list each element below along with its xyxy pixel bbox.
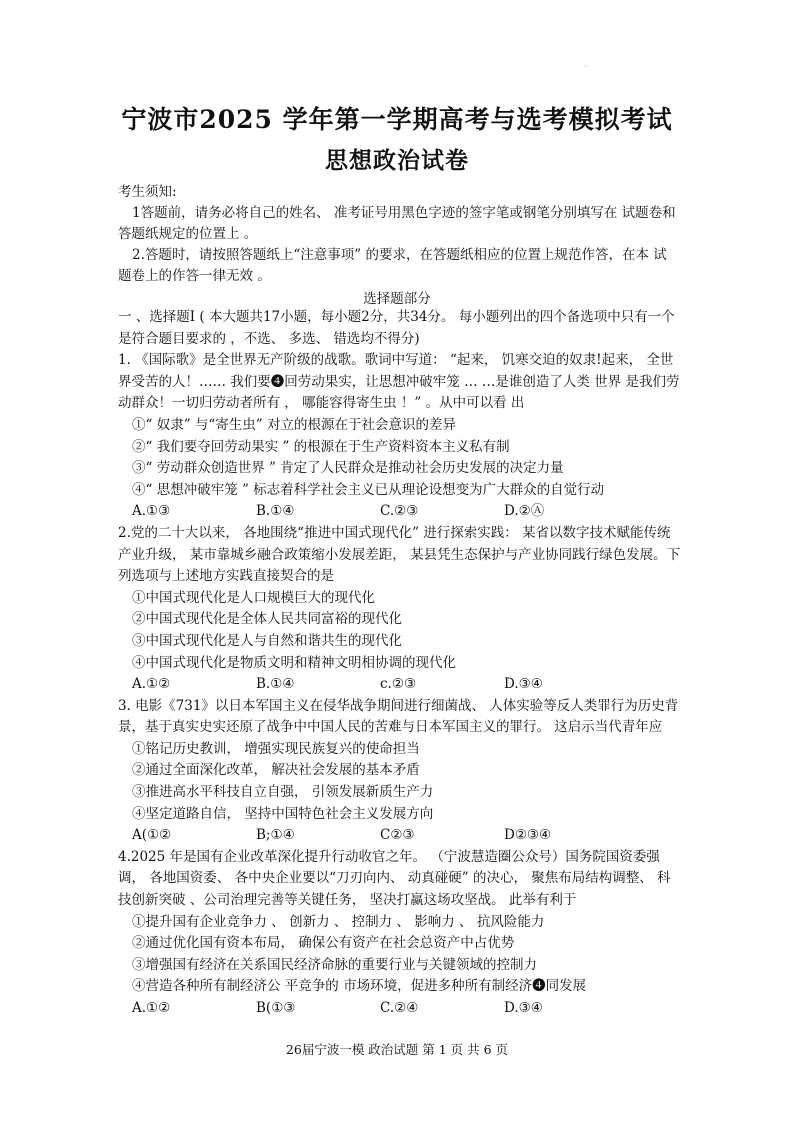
choice-a: A.①③ — [132, 503, 171, 520]
question-option: ①中国式现代化是人口规模巨大的现代化 — [132, 589, 375, 606]
question-option: ④“ 思想冲破牢笼 ” 标志着科学社会主义已从理论设想变为广大群众的自觉行动 — [132, 481, 605, 498]
section-title: 选择题部分 — [363, 291, 431, 307]
question-4 — [118, 847, 682, 1020]
section-instruction: 一 、选择题Ⅰ ( 本大题共17小题，每小题2分，共34分。 每小题列出的四个备选项中只有一个是符合题目要求的 ，不选、 多选、 错选均不得分) — [118, 309, 675, 347]
question-option: ①提升国有企业竞争力 、 创新力 、 控制力 、 影响力 、 抗风险能力 — [132, 913, 545, 930]
choice-a: A.①② — [132, 1000, 171, 1016]
notice-heading: 考生须知: — [118, 184, 177, 200]
question-stem: 2.党的二十大以来， 各地围绕“推进中国式现代化” 进行探索实践： 某省以数字技术赋能传统产业升级， 某市靠城乡融合政策缩小发展差距， 某县凭生态保护与产业协同践行绿色发展。下列选项与上述地方实践直接契合的是 — [118, 524, 681, 585]
page-footer: 26届宁波一模 政治试题 第 1 页 共 6 页 — [285, 1042, 509, 1057]
question-option: ②通过全面深化改革， 解决社会发展的基本矛盾 — [132, 762, 420, 779]
question-list — [118, 307, 682, 1020]
exam-title: 宁波市2025 学年第一学期高考与选考模拟考试 — [121, 105, 673, 134]
question-option: ③推进高水平科技自立自强， 引领发展新质生产力 — [132, 784, 434, 801]
answer-choices — [118, 501, 682, 523]
question-option: ④营造各种所有制经济公 平竞争的 市场环境，促进多种所有制经济❹同发展 — [132, 978, 587, 995]
question-3 — [118, 696, 682, 847]
question-stem: 1. 《国际歌》是全世界无产阶级的战歌。歌词中写道： “起来， 饥寒交迫的奴隶!起来， 全世界受苦的人！…… 我们要❹回劳动果实，让思想冲破牢笼 … …是谁创造了人类 世界 是我们劳动群众！一切归劳动者所有 ， 哪能容得寄生虫 ！” 。从中可以看 出 — [118, 352, 680, 412]
choice-d: D.②Ⓐ — [504, 503, 545, 520]
answer-choices — [118, 674, 682, 696]
question-2 — [118, 523, 682, 696]
notice-block — [118, 182, 678, 287]
question-option: ③增强国有经济在关系国民经济命脉的重要行业与关键领域的控制力 — [132, 956, 537, 973]
notice-item-1: 1答题前，请务必将自己的姓名、 准考证号用黑色字迹的签字笔或钢笔分别填写在 试题卷和答题纸规定的位置上 。 — [118, 205, 676, 242]
question-stem: 4.2025 年是国有企业改革深化提升行动收官之年。 （宁波慧造圈公众号）国务院国资委强调， 各地国资委、 各中央企业要以“刀刃向内、 动真碰硬” 的决心， 聚焦布局结构调整、 科技创新突破 、公司治理完善等关键任务， 坚决打赢这场攻坚战。 此举有利于 — [118, 848, 671, 909]
question-option: ④坚定道路自信， 坚持中国特色社会主义发展方向 — [132, 805, 434, 822]
question-option: ③“ 劳动群众创造世界 ” 肯定了人民群众是推动社会历史发展的决定力量 — [132, 460, 564, 477]
corner-dot: · — [585, 62, 588, 71]
question-option: ①铭记历史教训， 增强实现民族复兴的使命担当 — [132, 740, 420, 757]
choice-a: A(①② — [132, 827, 172, 844]
choice-b: B(①③ — [256, 1000, 296, 1016]
choice-b: B;①④ — [256, 827, 295, 844]
question-option: ④中国式现代化是物质文明和精神文明相协调的现代化 — [132, 654, 456, 671]
answer-choices — [118, 825, 682, 847]
choice-c: C②③ — [380, 827, 415, 844]
question-stem: 3. 电影《731》以日本军国主义在侵华战争期间进行细菌战、 人体实验等反人类罪行为历史背景，基于真实史实还原了战争中中国人民的苦难与日本军国主义的罪行。 这启示当代青年应 — [118, 697, 679, 736]
question-1 — [118, 350, 682, 523]
choice-c: c.②③ — [380, 676, 417, 693]
question-option: ②中国式现代化是全体人民共同富裕的现代化 — [132, 611, 402, 628]
choice-d: D.③④ — [504, 1000, 543, 1016]
question-option: ②通过优化国有资本布局， 确保公有资产在社会总资产中占优势 — [132, 935, 515, 952]
choice-d: D②③④ — [504, 827, 552, 844]
question-option: ①“ 奴隶” 与“寄生虫” 对立的根源在于社会意识的差异 — [132, 416, 456, 433]
choice-b: B.①④ — [256, 503, 295, 520]
choice-c: C.②③ — [380, 503, 419, 520]
exam-subtitle: 思想政治试卷 — [325, 147, 469, 174]
choice-d: D.③④ — [504, 676, 543, 693]
choice-c: C.②④ — [380, 1000, 419, 1016]
question-option: ②“ 我们要夺回劳动果实 ” 的根源在于生产资料资本主义私有制 — [132, 438, 510, 455]
choice-a: A.①② — [132, 676, 171, 693]
answer-choices — [118, 998, 682, 1020]
question-option: ③中国式现代化是人与自然和谐共生的现代化 — [132, 632, 402, 649]
choice-b: B.①④ — [256, 676, 295, 693]
notice-item-2: 2.答题时，请按照答题纸上“注意事项” 的要求，在答题纸相应的位置上规范作答，在本 试题卷上的作答一律无效 。 — [118, 247, 667, 284]
